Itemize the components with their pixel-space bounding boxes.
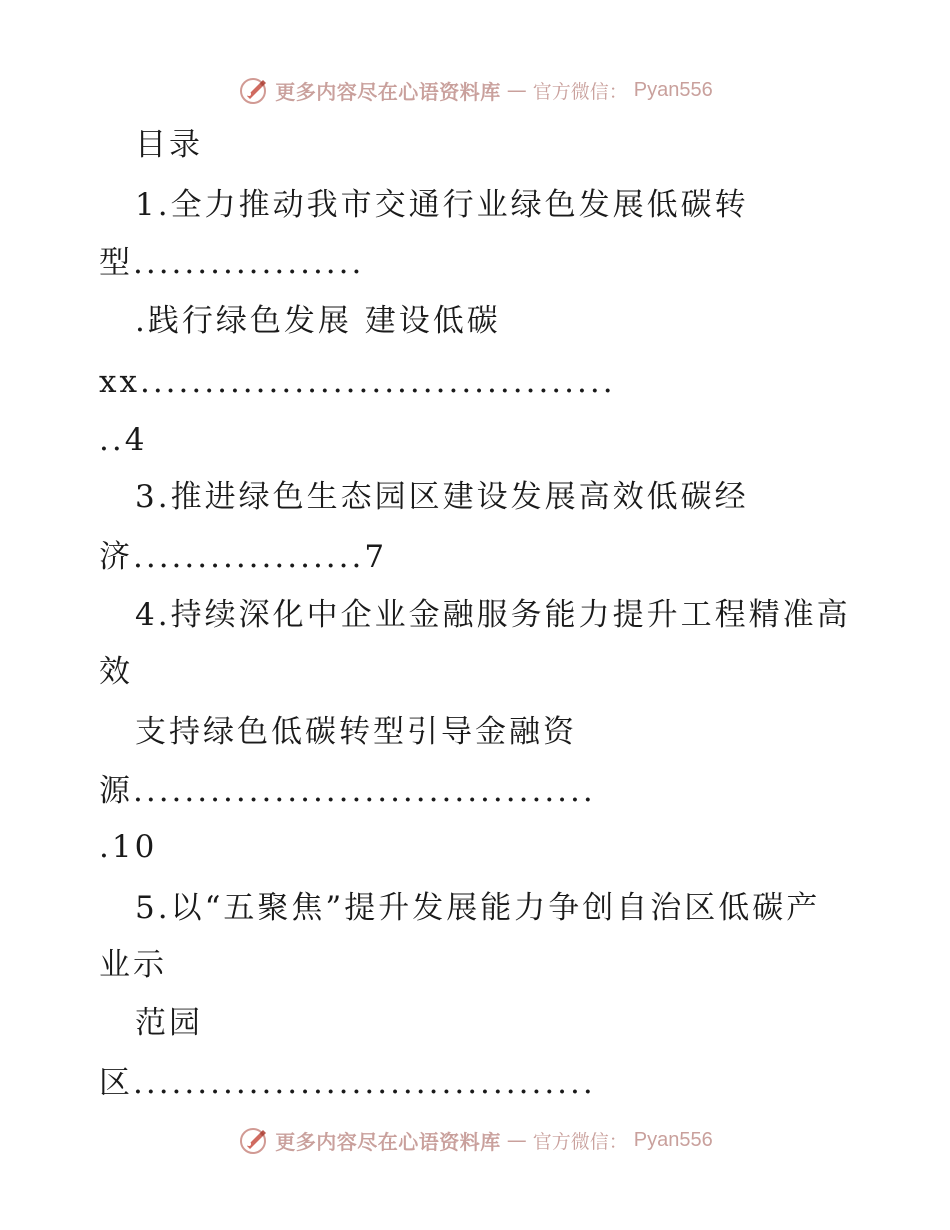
toc-line: 4.持续深化中企业金融服务能力提升工程精准高 (135, 597, 851, 633)
watermark-official-label: 官方微信： (532, 80, 628, 103)
toc-line: 支持绿色低碳转型引导金融资 (135, 714, 577, 750)
watermark-wechat-id: Pyan556 (633, 1128, 713, 1151)
toc-line: 1.全力推动我市交通行业绿色发展低碳转 (135, 187, 749, 223)
toc-line: 型.................. (99, 245, 365, 281)
pen-logo-icon (237, 74, 269, 106)
toc-line: 范园 (135, 1005, 203, 1041)
watermark-brand: 更多内容尽在心语资料库 (275, 1129, 501, 1154)
toc-line: .践行绿色发展 建设低碳 (135, 303, 501, 339)
toc-line: 区.................................... (99, 1065, 596, 1101)
watermark-separator: — (506, 78, 527, 102)
pen-logo-icon (237, 1124, 269, 1156)
toc-title: 目录 (135, 127, 203, 163)
toc-line: .10 (99, 829, 158, 865)
toc-line: 效 (99, 654, 133, 690)
toc-line: xx..................................... (99, 364, 616, 400)
watermark-wechat-id: Pyan556 (633, 78, 713, 101)
toc-line: 3.推进绿色生态园区建设发展高效低碳经 (135, 479, 749, 515)
footer-watermark (0, 1120, 950, 1160)
watermark-brand: 更多内容尽在心语资料库 (275, 79, 501, 104)
toc-line: 济..................7 (99, 539, 388, 575)
watermark-official-label: 官方微信： (532, 1130, 628, 1153)
toc-line: 5.以“五聚焦”提升发展能力争创自治区低碳产 (135, 890, 821, 926)
toc-line: ..4 (99, 422, 148, 458)
header-watermark (0, 70, 950, 110)
watermark-separator: — (506, 1128, 527, 1152)
toc-line: 源.................................... (99, 773, 596, 809)
toc-line: 业示 (99, 947, 167, 983)
